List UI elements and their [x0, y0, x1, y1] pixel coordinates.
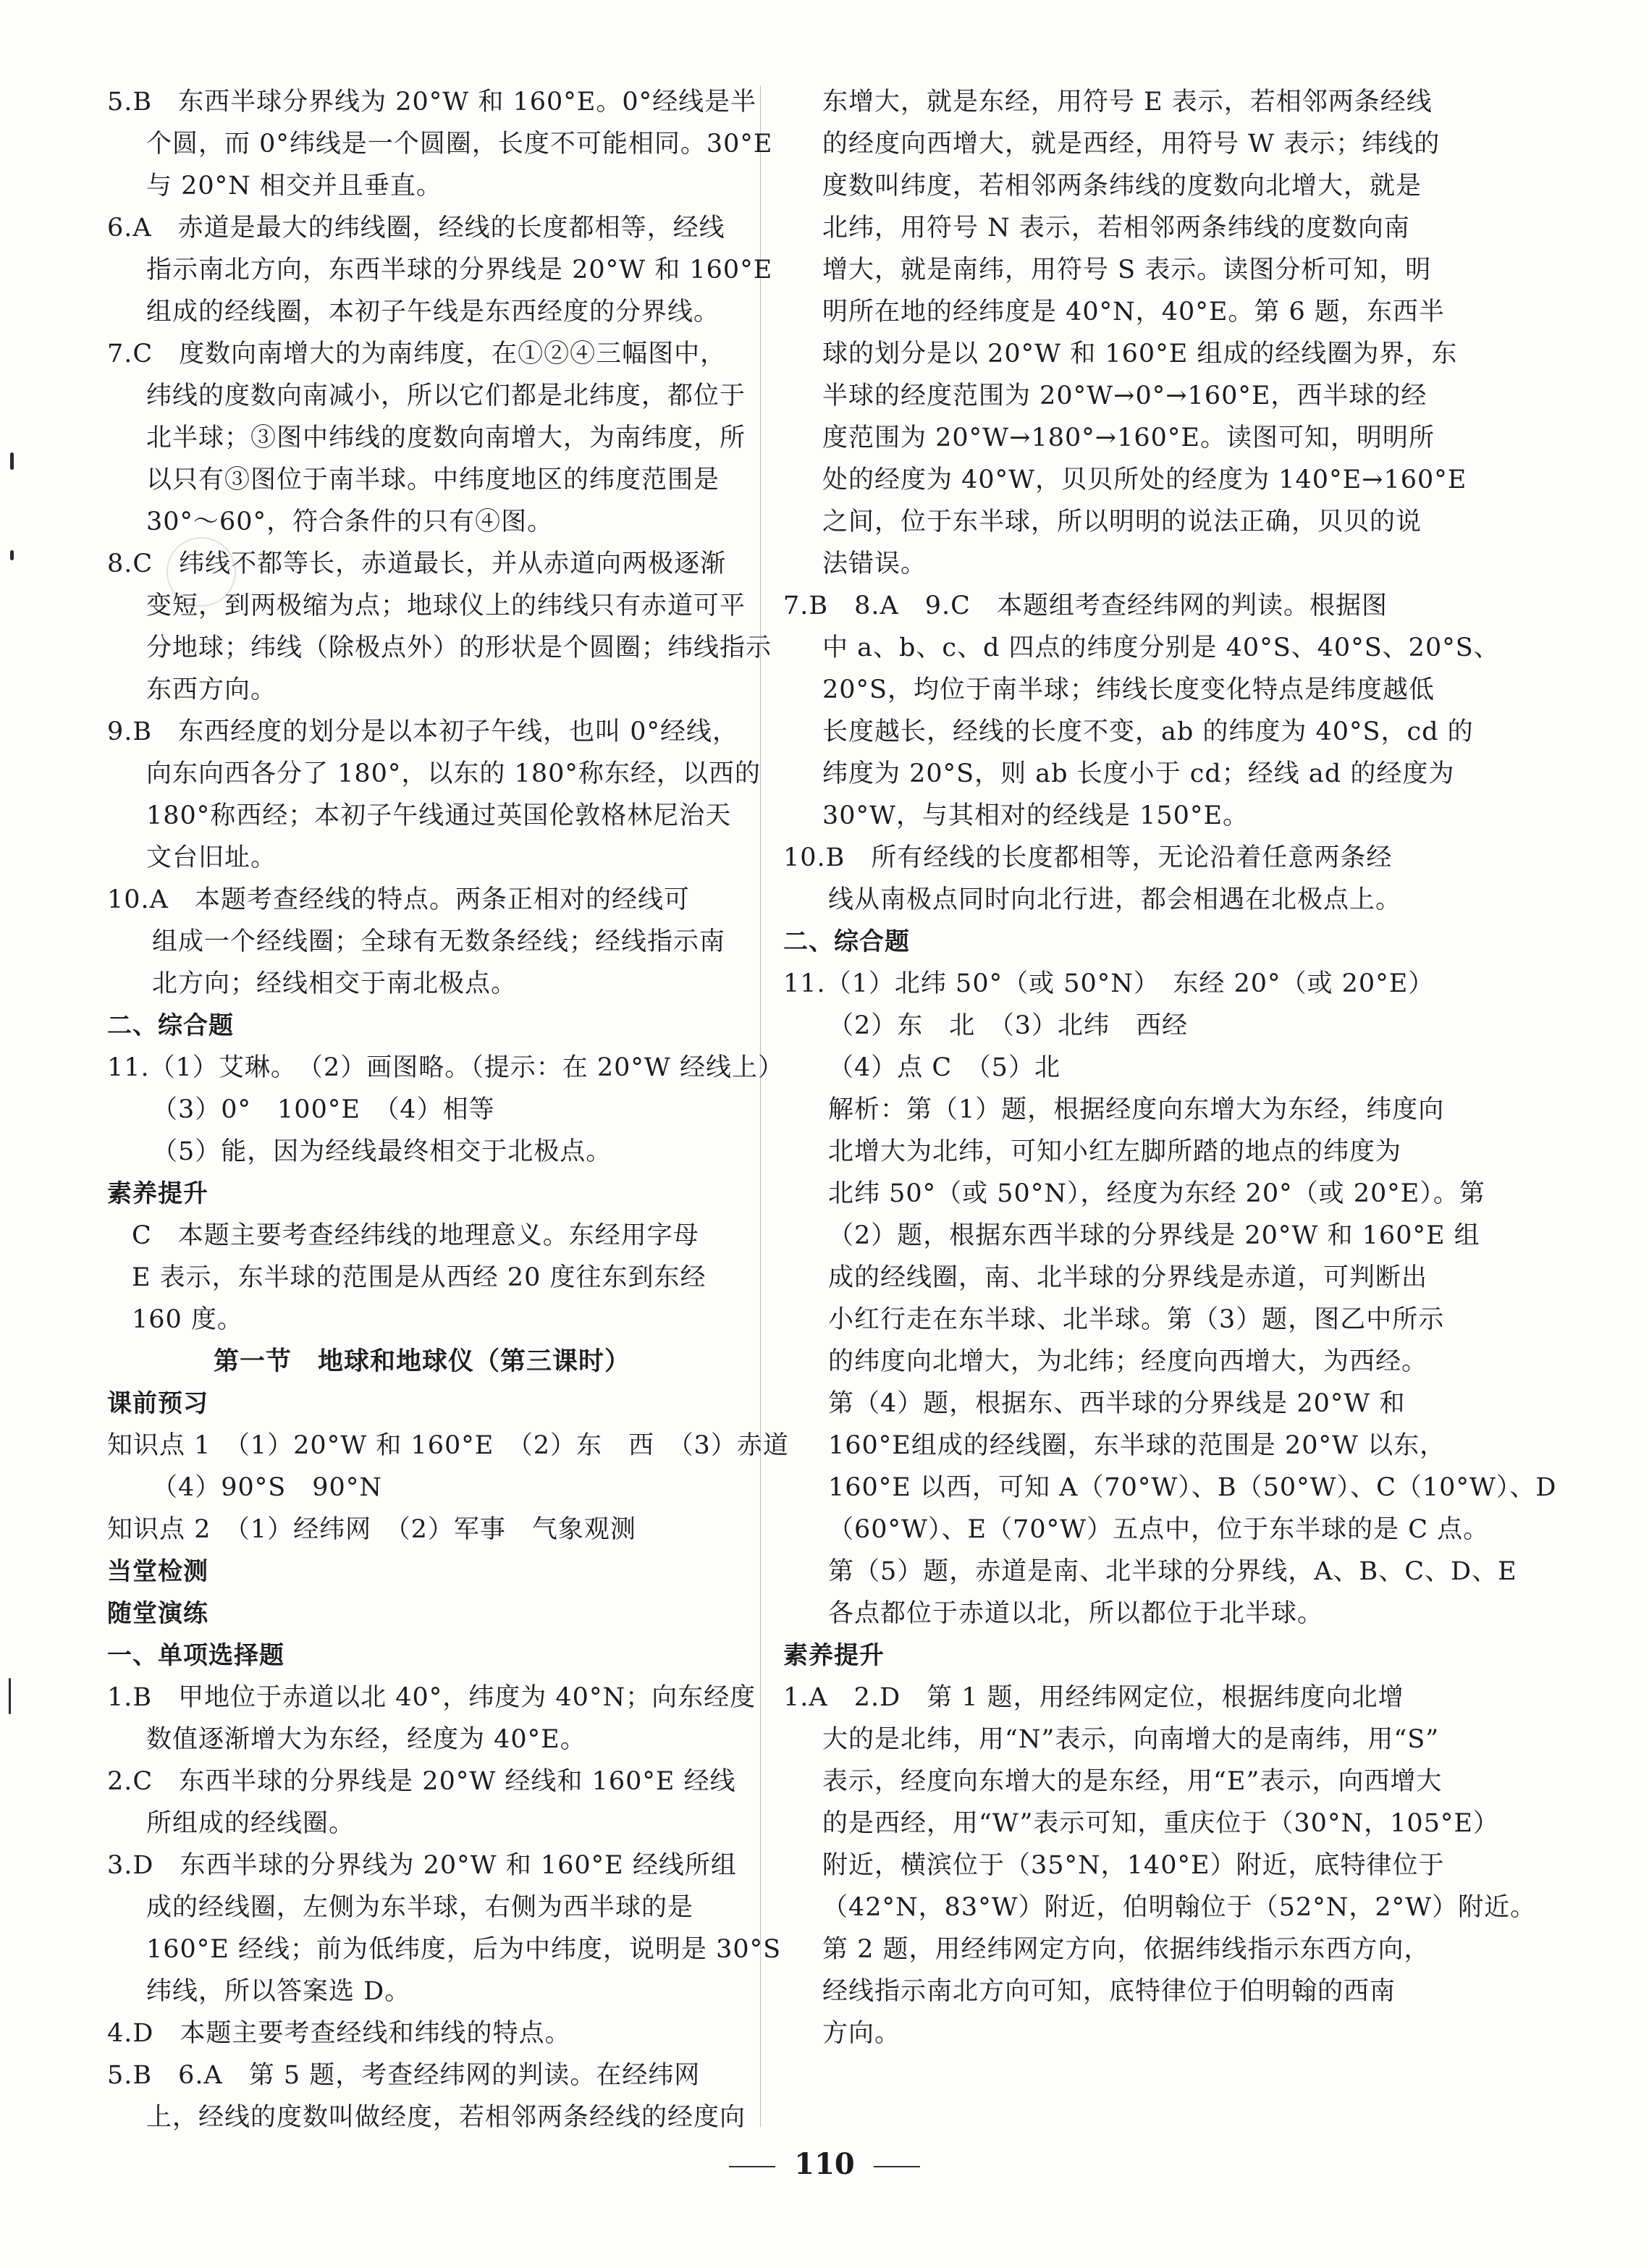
- line-text: 中 a、b、c、d 四点的纬度分别是 40°S、40°S、20°S、: [822, 633, 1500, 662]
- answer-line: [107, 1887, 737, 1928]
- answer-line: [107, 459, 737, 501]
- line-text: 线从南极点同时向北行进，都会相遇在北极点上。: [828, 885, 1402, 914]
- line-text: 7.C 度数向南增大的为南纬度，在①②④三幅图中，: [107, 340, 727, 368]
- line-text: 附近，横滨位于（35°N，140°E）附近，底特律位于: [822, 1851, 1445, 1880]
- line-text: 11.（1）北纬 50°（或 50°N） 东经 20°（或 20°E）: [783, 969, 1435, 998]
- line-text: （60°W）、E（70°W）五点中，位于东半球的是 C 点。: [828, 1515, 1490, 1544]
- line-text: 160°E 经线；前为低纬度，后为中纬度，说明是 30°S: [146, 1935, 782, 1964]
- footer-dash: [729, 2166, 775, 2167]
- answer-line: [783, 1845, 1445, 1887]
- line-text: 4.D 本题主要考查经线和纬线的特点。: [107, 2019, 571, 2048]
- line-text: 160 度。: [132, 1305, 243, 1334]
- answer-line: [107, 585, 746, 627]
- line-text: （3）0° 100°E （4）相等: [152, 1095, 495, 1124]
- answer-line: [107, 2054, 737, 2096]
- answer-line: [783, 543, 1420, 585]
- answer-line: [783, 585, 1420, 627]
- answer-line: [783, 1928, 1430, 1970]
- answer-line: [783, 1257, 1428, 1299]
- line-text: 第一节 地球和地球仪（第三课时）: [213, 1346, 630, 1376]
- line-text: （4）90°S 90°N: [152, 1473, 382, 1502]
- answer-line: [107, 2012, 737, 2054]
- answer-line: [783, 291, 1445, 333]
- line-text: C 本题主要考查经纬线的地理意义。东经用字母: [132, 1221, 699, 1250]
- answer-line: [107, 1299, 737, 1341]
- answer-line: [783, 1677, 1420, 1719]
- answer-line: [783, 207, 1420, 249]
- line-text: 指示南北方向，东西半球的分界线是 20°W 和 160°E: [146, 256, 773, 284]
- answer-line: [107, 1761, 737, 1803]
- lesson-title: [107, 1341, 737, 1383]
- answer-line: [783, 711, 1474, 753]
- answer-line: [783, 1761, 1443, 1803]
- line-text: 处的经度为 40°W，贝贝所处的经度为 140°E→160°E: [822, 465, 1467, 494]
- line-text: 北方向；经线相交于南北极点。: [152, 969, 518, 998]
- answer-line: [107, 837, 737, 879]
- answer-line: [107, 921, 737, 963]
- answer-line: [783, 1509, 1490, 1551]
- line-text: 1.B 甲地位于赤道以北 40°，纬度为 40°N；向东经度: [107, 1683, 756, 1712]
- answer-line: [783, 1089, 1445, 1131]
- line-text: 所组成的经线圈。: [146, 1809, 355, 1838]
- line-text: 10.B 所有经线的长度都相等，无论沿着任意两条经: [783, 843, 1393, 872]
- answer-line: [107, 711, 737, 753]
- section-heading: [107, 1593, 737, 1635]
- line-text: 方向。: [822, 2019, 901, 2048]
- answer-line: [107, 669, 737, 711]
- answer-line: [783, 795, 1420, 837]
- answer-line: [107, 753, 761, 795]
- answer-line: [107, 81, 757, 123]
- section-heading: [783, 1635, 1420, 1677]
- page-number: 110: [794, 2147, 855, 2181]
- line-text: 第 2 题，用经纬网定方向，依据纬线指示东西方向，: [822, 1935, 1430, 1964]
- line-text: 变短，到两极缩为点；地球仪上的纬线只有赤道可平: [146, 591, 746, 620]
- answer-line: [783, 81, 1433, 123]
- section-heading: [107, 1383, 737, 1425]
- answer-line: [783, 1719, 1440, 1761]
- page-footer: [0, 2143, 1649, 2186]
- line-text: 表示，经度向东增大的是东经，用“E”表示，向西增大: [822, 1767, 1443, 1796]
- answer-line: [107, 207, 737, 249]
- line-text: 长度越长，经线的长度不变，ab 的纬度为 40°S，cd 的: [822, 717, 1474, 746]
- answer-line: [783, 1551, 1517, 1593]
- answer-line: [107, 1928, 782, 1970]
- margin-mark: [10, 452, 14, 470]
- answer-line: [107, 963, 737, 1005]
- line-text: 素养提升: [783, 1641, 885, 1670]
- answer-line: [783, 1299, 1445, 1341]
- line-text: 知识点 2 （1）经纬网 （2）军事 气象观测: [107, 1515, 636, 1544]
- line-text: 的是西经，用“W”表示可知，重庆位于（30°N，105°E）: [822, 1809, 1499, 1838]
- answer-line: [107, 1089, 737, 1131]
- section-heading: [107, 1005, 737, 1047]
- line-text: （2）东 北 （3）北纬 西经: [828, 1011, 1189, 1040]
- margin-mark: [9, 1678, 11, 1714]
- line-text: （2）题，根据东西半球的分界线是 20°W 和 160°E 组: [828, 1221, 1480, 1250]
- answer-line: [107, 291, 737, 333]
- line-text: （4）点 C （5）北: [828, 1053, 1060, 1082]
- line-text: 一、单项选择题: [107, 1641, 284, 1670]
- answer-line: [783, 1131, 1420, 1173]
- line-text: 随堂演练: [107, 1599, 208, 1628]
- line-text: 法错误。: [822, 549, 927, 578]
- line-text: 北增大为北纬，可知小红左脚所踏的地点的纬度为: [828, 1137, 1402, 1166]
- answer-line: [783, 1970, 1420, 2012]
- answer-line: [107, 249, 773, 291]
- answer-line: [783, 963, 1435, 1005]
- line-text: 成的经线圈，南、北半球的分界线是赤道，可判断出: [828, 1263, 1428, 1292]
- answer-line: [783, 333, 1458, 375]
- line-text: 大的是北纬，用“N”表示，向南增大的是南纬，用“S”: [822, 1725, 1440, 1754]
- line-text: 5.B 6.A 第 5 题，考查经纬网的判读。在经纬网: [107, 2061, 701, 2090]
- line-text: 球的划分是以 20°W 和 160°E 组成的经线圈为界，东: [822, 340, 1458, 368]
- answer-line: [107, 879, 737, 921]
- answer-line: [107, 1047, 784, 1089]
- line-text: 成的经线圈，左侧为东半球，右侧为西半球的是: [146, 1893, 694, 1922]
- answer-line: [107, 1509, 737, 1551]
- line-text: 解析：第（1）题，根据经度向东增大为东经，纬度向: [828, 1095, 1445, 1124]
- answer-line: [107, 627, 772, 669]
- line-text: 7.B 8.A 9.C 本题组考查经纬网的判读。根据图: [783, 591, 1388, 620]
- answer-line: [783, 375, 1427, 417]
- line-text: 160°E 以西，可知 A（70°W）、B（50°W）、C（10°W）、D: [828, 1473, 1557, 1502]
- answer-line: [783, 123, 1441, 165]
- answer-line: [783, 753, 1455, 795]
- line-text: 北半球；③图中纬线的度数向南增大，为南纬度，所: [146, 423, 746, 452]
- answer-line: [107, 1467, 737, 1509]
- answer-line: [107, 1970, 737, 2012]
- line-text: （5）能，因为经线最终相交于北极点。: [152, 1137, 612, 1166]
- line-text: 8.C 纬线不都等长，赤道最长，并从赤道向两极逐渐: [107, 549, 727, 578]
- answer-line: [107, 2096, 746, 2138]
- answer-line: [107, 417, 746, 459]
- answer-line: [107, 1131, 737, 1173]
- answer-line: [783, 165, 1420, 207]
- answer-line: [783, 249, 1432, 291]
- line-text: 之间，位于东半球，所以明明的说法正确，贝贝的说: [822, 507, 1422, 536]
- line-text: 与 20°N 相交并且垂直。: [146, 172, 442, 201]
- section-heading: [783, 921, 1420, 963]
- line-text: 度数叫纬度，若相邻两条纬线的度数向北增大，就是: [822, 172, 1422, 201]
- column-divider: [760, 85, 761, 2127]
- answer-line: [783, 669, 1435, 711]
- line-text: 知识点 1 （1）20°W 和 160°E （2）东 西 （3）赤道: [107, 1431, 789, 1460]
- answer-line: [783, 1173, 1485, 1215]
- line-text: 的经度向西增大，就是西经，用符号 W 表示；纬线的: [822, 130, 1441, 159]
- line-text: 10.A 本题考查经线的特点。两条正相对的经线可: [107, 885, 690, 914]
- answer-line: [783, 1803, 1499, 1845]
- line-text: 第（5）题，赤道是南、北半球的分界线，A、B、C、D、E: [828, 1557, 1517, 1586]
- line-text: 3.D 东西半球的分界线为 20°W 和 160°E 经线所组: [107, 1851, 737, 1880]
- answer-line: [107, 501, 737, 543]
- answer-line: [783, 1593, 1420, 1635]
- answer-line: [783, 1467, 1557, 1509]
- answer-line: [107, 375, 746, 417]
- line-text: 11.（1）艾琳。 （2）画图略。（提示：在 20°W 经线上）: [107, 1053, 784, 1082]
- line-text: 数值逐渐增大为东经，经度为 40°E。: [146, 1725, 586, 1754]
- answer-line: [783, 501, 1420, 543]
- line-text: 课前预习: [107, 1389, 208, 1418]
- line-text: 素养提升: [107, 1179, 208, 1208]
- answer-line: [783, 459, 1467, 501]
- answer-line: [783, 1005, 1420, 1047]
- line-text: 180°称西经；本初子午线通过英国伦敦格林尼治天: [146, 801, 732, 830]
- line-text: 当堂检测: [107, 1557, 208, 1586]
- line-text: 的纬度向北增大，为北纬；经度向西增大，为西经。: [828, 1347, 1428, 1376]
- answer-line: [783, 417, 1435, 459]
- line-text: 明所在地的经纬度是 40°N，40°E。第 6 题，东西半: [822, 298, 1445, 326]
- left-column: [107, 81, 789, 2138]
- answer-line: [783, 879, 1420, 921]
- answer-line: [783, 1341, 1428, 1383]
- line-text: 二、综合题: [783, 927, 910, 956]
- line-text: 5.B 东西半球分界线为 20°W 和 160°E。0°经线是半: [107, 88, 757, 117]
- line-text: （42°N，83°W）附近，伯明翰位于（52°N，2°W）附近。: [822, 1893, 1537, 1922]
- margin-mark: [10, 550, 14, 560]
- line-text: 分地球；纬线（除极点外）的形状是个圆圈；纬线指示: [146, 633, 772, 662]
- right-column: [783, 81, 1557, 2054]
- line-text: E 表示，东半球的范围是从西经 20 度往东到东经: [132, 1263, 707, 1292]
- line-text: 半球的经度范围为 20°W→0°→160°E，西半球的经: [822, 381, 1427, 410]
- answer-line: [107, 1719, 737, 1761]
- line-text: 二、综合题: [107, 1011, 234, 1040]
- line-text: 上，经线的度数叫做经度，若相邻两条经线的经度向: [146, 2103, 746, 2132]
- line-text: 北纬，用符号 N 表示，若相邻两条纬线的度数向南: [822, 214, 1410, 243]
- section-heading: [107, 1551, 737, 1593]
- answer-line: [107, 1425, 789, 1467]
- answer-line: [107, 333, 737, 375]
- answer-line: [783, 1383, 1420, 1425]
- footer-dash: [874, 2166, 920, 2167]
- section-heading: [107, 1635, 737, 1677]
- answer-line: [783, 1047, 1420, 1089]
- answer-line: [783, 1425, 1446, 1467]
- line-text: 个圆，而 0°纬线是一个圆圈，长度不可能相同。30°E: [146, 130, 773, 159]
- line-text: 增大，就是南纬，用符号 S 表示。读图分析可知，明: [822, 256, 1432, 284]
- line-text: 组成一个经线圈；全球有无数条经线；经线指示南: [152, 927, 726, 956]
- answer-line: [783, 1887, 1537, 1928]
- line-text: 纬线的度数向南减小，所以它们都是北纬度，都位于: [146, 381, 746, 410]
- line-text: 各点都位于赤道以北，所以都位于北半球。: [828, 1599, 1324, 1628]
- line-text: 1.A 2.D 第 1 题，用经纬网定位，根据纬度向北增: [783, 1683, 1404, 1712]
- answer-line: [783, 627, 1500, 669]
- answer-line: [107, 795, 737, 837]
- answer-line: [107, 1803, 737, 1845]
- answer-line: [783, 1215, 1480, 1257]
- line-text: 30°～60°，符合条件的只有④图。: [146, 507, 554, 536]
- answer-line: [107, 1215, 737, 1257]
- line-text: 20°S，均位于南半球；纬线长度变化特点是纬度越低: [822, 675, 1435, 704]
- answer-line: [107, 1677, 756, 1719]
- line-text: 160°E组成的经线圈，东半球的范围是 20°W 以东，: [828, 1431, 1446, 1460]
- line-text: 经线指示南北方向可知，底特律位于伯明翰的西南: [822, 1977, 1396, 2006]
- line-text: 6.A 赤道是最大的纬线圈，经线的长度都相等，经线: [107, 214, 725, 243]
- line-text: 向东向西各分了 180°，以东的 180°称东经，以西的: [146, 759, 761, 788]
- line-text: 组成的经线圈，本初子午线是东西经度的分界线。: [146, 298, 720, 326]
- section-heading: [107, 1173, 737, 1215]
- line-text: 东西方向。: [146, 675, 277, 704]
- line-text: 北纬 50°（或 50°N），经度为东经 20°（或 20°E）。第: [828, 1179, 1485, 1208]
- answer-line: [107, 543, 737, 585]
- line-text: 纬线，所以答案选 D。: [146, 1977, 411, 2006]
- answer-line: [107, 1257, 737, 1299]
- line-text: 以只有③图位于南半球。中纬度地区的纬度范围是: [146, 465, 720, 494]
- answer-line: [783, 2012, 1420, 2054]
- answer-line: [107, 123, 773, 165]
- answer-line: [783, 837, 1420, 879]
- line-text: 30°W，与其相对的经线是 150°E。: [822, 801, 1249, 830]
- answer-line: [107, 1845, 737, 1887]
- line-text: 文台旧址。: [146, 843, 277, 872]
- line-text: 度范围为 20°W→180°→160°E。读图可知，明明所: [822, 423, 1435, 452]
- line-text: 9.B 东西经度的划分是以本初子午线，也叫 0°经线，: [107, 717, 739, 746]
- line-text: 第（4）题，根据东、西半球的分界线是 20°W 和: [828, 1389, 1406, 1418]
- line-text: 2.C 东西半球的分界线是 20°W 经线和 160°E 经线: [107, 1767, 736, 1796]
- line-text: 纬度为 20°S，则 ab 长度小于 cd；经线 ad 的经度为: [822, 759, 1455, 788]
- line-text: 东增大，就是东经，用符号 E 表示，若相邻两条经线: [822, 88, 1433, 117]
- answer-line: [107, 165, 737, 207]
- line-text: 小红行走在东半球、北半球。第（3）题，图乙中所示: [828, 1305, 1445, 1334]
